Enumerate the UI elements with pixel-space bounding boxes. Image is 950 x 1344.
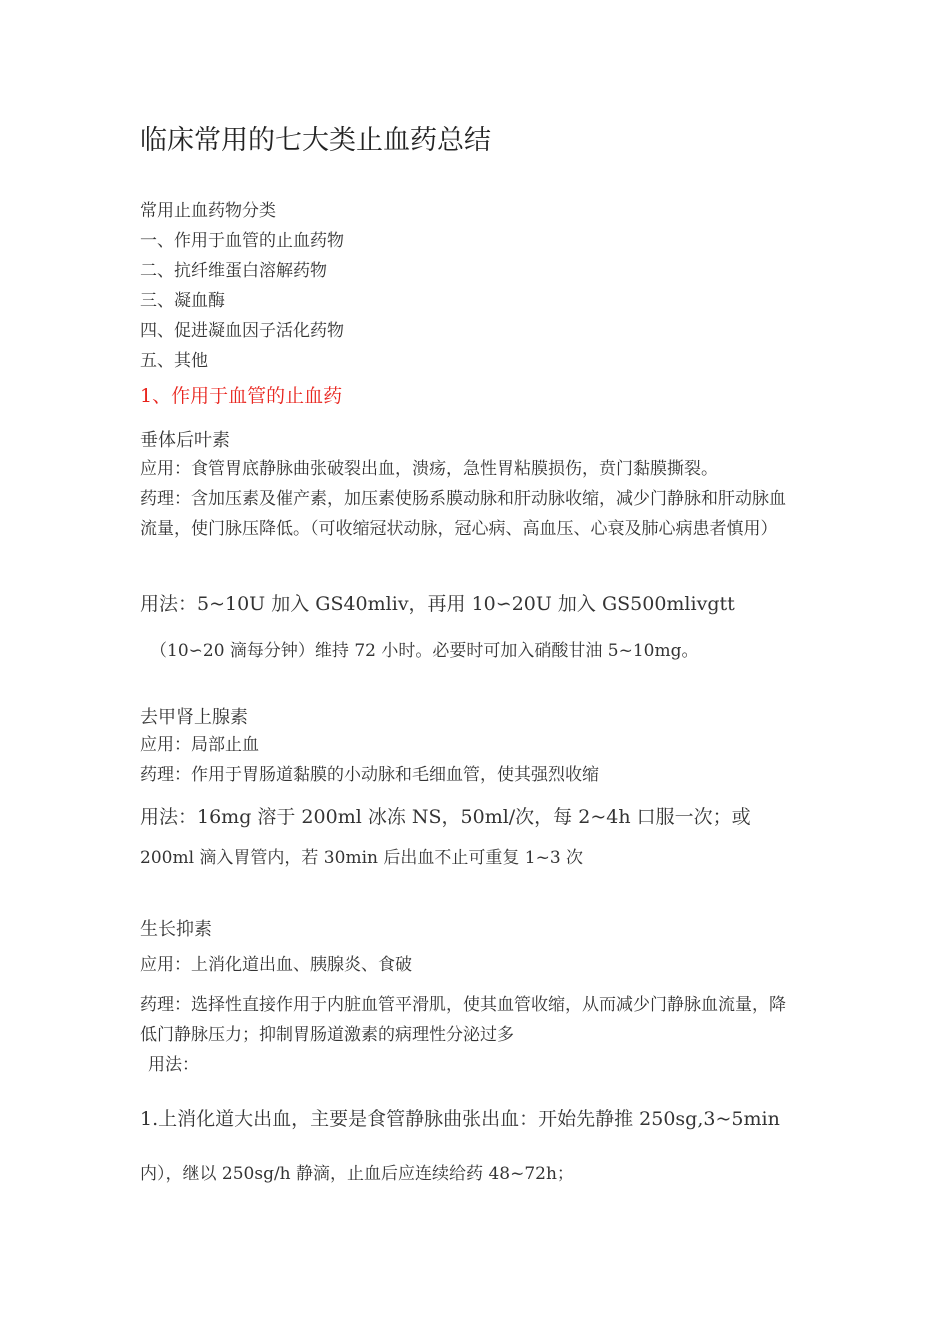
drug-name: 垂体后叶素 (140, 430, 230, 451)
drug-dosage: 1.上消化道大出血，主要是食管静脉曲张出血：开始先静推 250sg,3~5min (140, 1108, 780, 1130)
drug-dosage: 用法：5~10U 加入 GS40mliv，再用 10∽20U 加入 GS500mlivgtt (140, 593, 735, 615)
drug-dosage: 200ml 滴入胃管内，若 30min 后出血不止可重复 1~3 次 (140, 848, 584, 868)
drug-pharmacology: 药理：选择性直接作用于内脏血管平滑肌，使其血管收缩，从而减少门静脉血流量，降低门静脉压力；抑制胃肠道激素的病理性分泌过多 (140, 995, 786, 1045)
drug-name: 生长抑素 (140, 919, 212, 940)
drug-dosage: 用法：16mg 溶于 200ml 冰冻 NS，50ml/次，每 2~4h 口服一次；或 (140, 806, 751, 828)
classification-item: 二、抗纤维蛋白溶解药物 (140, 261, 327, 281)
page-title: 临床常用的七大类止血药总结 (140, 125, 491, 156)
section-heading: 1、作用于血管的止血药 (140, 385, 343, 407)
classification-item: 五、其他 (140, 351, 208, 371)
classification-item: 三、凝血酶 (140, 291, 225, 311)
drug-dosage: （10∽20 滴每分钟）维持 72 小时。必要时可加入硝酸甘油 5~10mg。 (150, 641, 699, 661)
classification-item: 四、促进凝血因子活化药物 (140, 321, 344, 341)
drug-pharmacology: 药理：作用于胃肠道黏膜的小动脉和毛细血管，使其强烈收缩 (140, 765, 599, 785)
drug-usage: 应用：上消化道出血、胰腺炎、食破 (140, 955, 412, 975)
drug-usage: 应用：局部止血 (140, 735, 259, 755)
classification-heading: 常用止血药物分类 (140, 201, 276, 221)
drug-name: 去甲肾上腺素 (140, 707, 248, 728)
drug-dosage-label: 用法： (148, 1055, 199, 1075)
drug-pharmacology: 药理：含加压素及催产素，加压素使肠系膜动脉和肝动脉收缩，减少门静脉和肝动脉血流量，使门脉压降低。（可收缩冠状动脉，冠心病、高血压、心衰及肺心病患者慎用） (140, 489, 786, 539)
classification-item: 一、作用于血管的止血药物 (140, 231, 344, 251)
drug-usage: 应用：食管胃底静脉曲张破裂出血，溃疡，急性胃粘膜损伤，贲门黏膜撕裂。 (140, 459, 718, 479)
drug-dosage: 内），继以 250sg/h 静滴，止血后应连续给药 48~72h； (140, 1164, 574, 1184)
